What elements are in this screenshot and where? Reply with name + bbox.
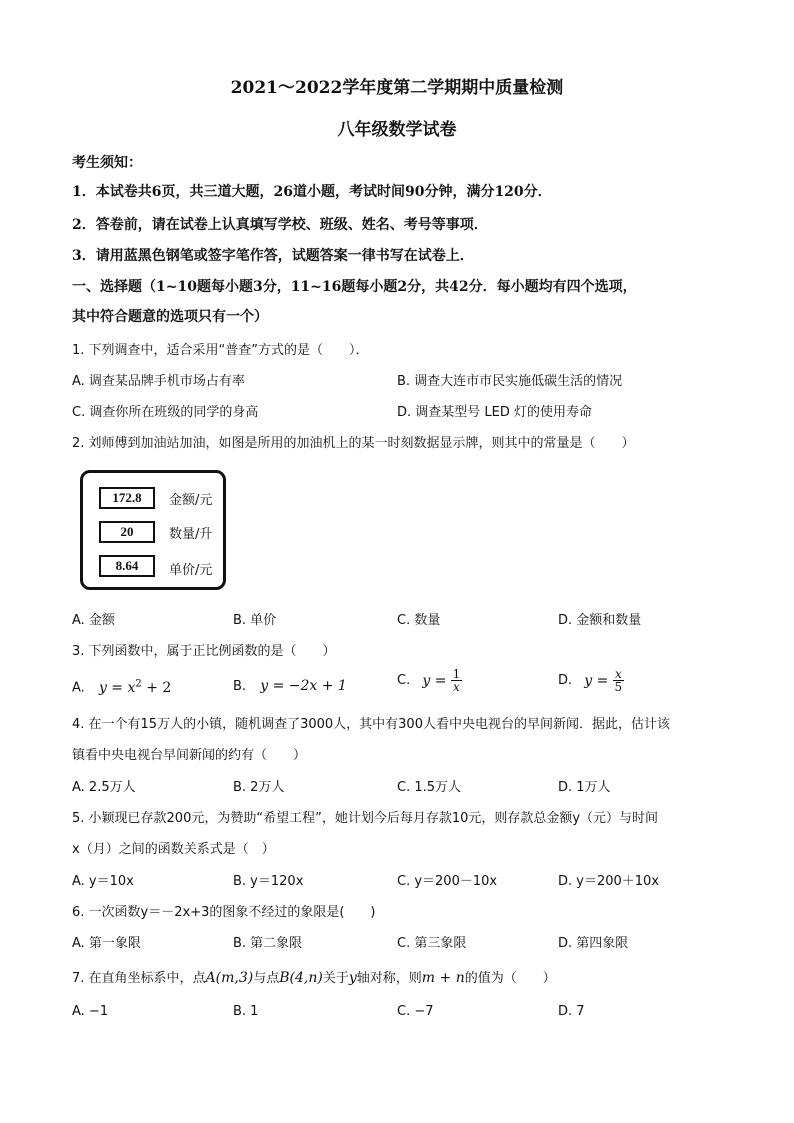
q6-option-b: B. 第二象限 [233,936,303,951]
q1-option-b: B. 调查大连市市民实施低碳生活的情况 [397,374,623,389]
q3-option-a-label: A. [72,680,85,696]
q5-option-d: D. y＝200＋10x [558,874,660,889]
q7-option-b: B. 1 [233,1004,259,1019]
q4-option-b: B. 2万人 [233,780,285,795]
q2-option-c: C. 数量 [397,613,441,628]
q7-option-c: C. −7 [397,1004,434,1019]
q7-stem [72,967,556,986]
q1-option-c: C. 调查你所在班级的同学的身高 [72,405,259,420]
q3-option-a [72,678,171,696]
section-heading-line1: 一、选择题（1~10题每小题3分，11~16题每小题2分，共42分．每小题均有四个选项， [72,279,637,295]
q5-stem-line1: 5. 小颖现已存款200元，为赞助“希望工程”，她计划今后每月存款10元，则存款总金额y（元）与时间 [72,811,659,826]
notice-item-1: 1．本试卷共6页，共三道大题，26道小题，考试时间90分钟，满分120分． [72,184,552,200]
q7-option-d: D. 7 [558,1004,585,1019]
q2-option-a: A. 金额 [72,613,115,628]
q3-option-a-expr-pre: y = x [98,679,136,696]
q3-option-d-fraction [613,668,625,693]
q7-option-a: A. −1 [72,1004,109,1019]
q1-option-d: D. 调查某型号 LED 灯的使用寿命 [397,405,593,420]
q5-option-b: B. y＝120x [233,874,304,889]
q3-option-d [558,668,624,693]
q3-option-d-numerator: x [613,668,625,681]
q7-expression: m + n [421,970,465,986]
q7-stem-mid: 与点 [253,971,280,986]
exam-subtitle: 八年级数学试卷 [337,120,457,140]
quantity-label: 数量/升 [169,527,213,542]
q6-option-c: C. 第三象限 [397,936,467,951]
amount-label: 金额/元 [169,493,213,508]
q3-stem: 3. 下列函数中，属于正比例函数的是（ ） [72,644,336,659]
section-heading-line2: 其中符合题意的选项只有一个） [72,309,268,325]
q3-option-a-exponent: 2 [135,678,142,689]
notice-heading: 考生须知： [72,155,142,171]
q3-option-c-numerator: 1 [452,667,461,681]
q6-option-a: A. 第一象限 [72,936,141,951]
q3-option-a-expr-post: + 2 [141,679,172,696]
q2-option-d: D. 金额和数量 [558,613,642,628]
q2-option-b: B. 单价 [233,613,277,628]
q5-stem-line2: x（月）之间的函数关系式是（ ） [72,842,275,857]
q7-stem-mid3: 轴对称，则 [356,971,422,986]
unit-price-value-box: 8.64 [99,555,155,577]
q6-stem: 6. 一次函数y＝－2x+3的图象不经过的象限是( ) [72,905,376,920]
notice-item-2: 2．答卷前，请在试卷上认真填写学校、班级、姓名、考号等事项． [72,217,488,233]
q3-option-b [233,678,347,694]
q4-option-c: C. 1.5万人 [397,780,462,795]
q3-option-c [397,668,462,693]
q6-option-d: D. 第四象限 [558,936,629,951]
q4-stem-line1: 4. 在一个有15万人的小镇，随机调查了3000人，其中有300人看中央电视台的早间新闻．据此，估计该 [72,717,670,732]
q7-axis: y [348,970,357,986]
q3-option-c-lhs: y = [422,672,447,689]
q1-option-a: A. 调查某品牌手机市场占有率 [72,374,245,389]
q5-option-c: C. y＝200－10x [397,874,498,889]
q4-option-a: A. 2.5万人 [72,780,136,795]
amount-value-box: 172.8 [99,487,155,509]
q7-point-a: A(m,3) [205,970,254,986]
q3-option-d-lhs: y = [584,672,609,689]
unit-price-label: 单价/元 [169,563,213,578]
notice-item-3: 3．请用蓝黑色钢笔或签字笔作答，试题答案一律书写在试卷上． [72,248,474,264]
q5-option-a: A. y＝10x [72,874,134,889]
q7-stem-pre: 7. 在直角坐标系中，点 [72,971,206,986]
q1-stem: 1. 下列调查中，适合采用“普查”方式的是（ ）． [72,343,369,358]
q3-option-c-fraction [451,668,463,693]
q3-option-b-expr: y = −2x + 1 [260,678,347,694]
q3-option-c-denominator: x [453,680,460,694]
q3-option-b-label: B. [233,679,247,694]
q4-option-d: D. 1万人 [558,780,611,795]
fuel-display-panel [80,470,226,590]
q2-stem: 2. 刘师傅到加油站加油，如图是所用的加油机上的某一时刻数据显示牌，则其中的常量是（ ） [72,436,635,451]
exam-title: 2021～2022学年度第二学期期中质量检测 [230,78,564,98]
q3-option-c-label: C. [397,673,411,688]
q4-stem-line2: 镇看中央电视台早间新闻的约有（ ） [72,748,307,763]
q7-stem-mid2: 关于 [322,971,349,986]
q3-option-d-label: D. [558,673,573,688]
quantity-value-box: 20 [99,521,155,543]
q7-point-b: B(4,n) [279,970,323,986]
q3-option-d-denominator: 5 [614,680,623,694]
q7-stem-post: 的值为（ ） [464,971,556,986]
